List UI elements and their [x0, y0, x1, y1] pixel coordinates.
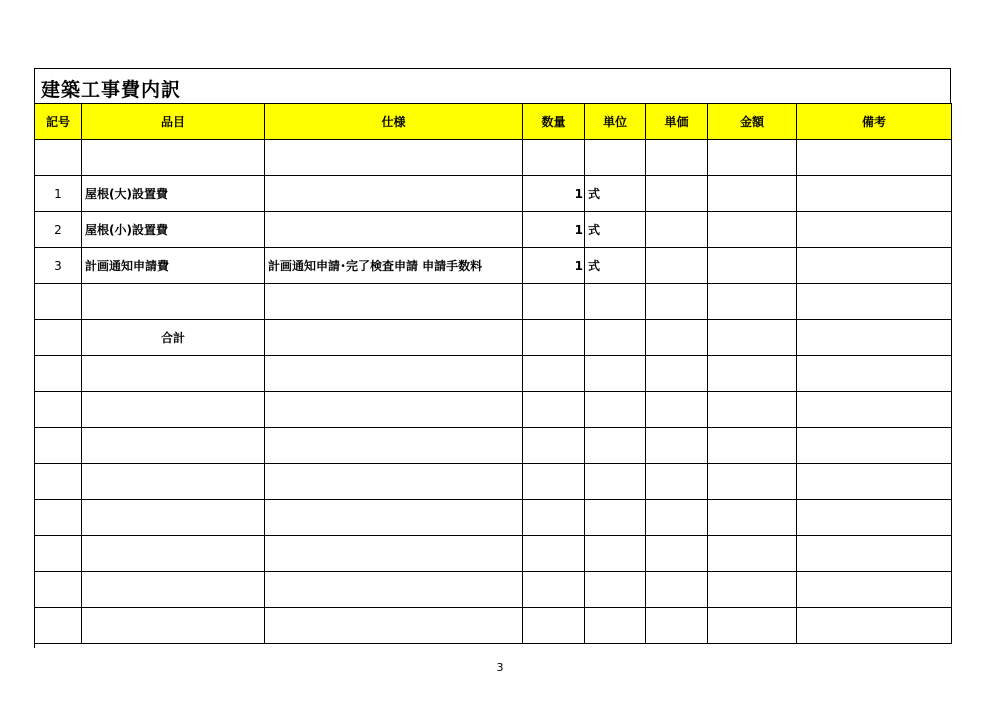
cell-qty[interactable]: [523, 464, 585, 500]
header-notes[interactable]: 備考: [797, 104, 952, 140]
cell-unit-price[interactable]: [646, 284, 708, 320]
cell-unit[interactable]: [585, 428, 646, 464]
cell-item[interactable]: 屋根(大)設置費: [82, 176, 265, 212]
sheet-title: 建築工事費内訳: [41, 79, 182, 101]
cell-qty[interactable]: 1: [523, 212, 585, 248]
cell-amount[interactable]: [708, 356, 797, 392]
cell-amount[interactable]: [708, 500, 797, 536]
cell-item[interactable]: 合計: [82, 320, 265, 356]
cell-notes[interactable]: [797, 284, 952, 320]
cell-notes[interactable]: [797, 212, 952, 248]
cell-qty[interactable]: 1: [523, 176, 585, 212]
cell-amount[interactable]: [708, 572, 797, 608]
cell-notes[interactable]: [797, 320, 952, 356]
header-unit[interactable]: 単位: [585, 104, 646, 140]
cell-unit-price[interactable]: [646, 248, 708, 284]
cell-notes[interactable]: [797, 140, 952, 176]
cell-spec[interactable]: [265, 608, 523, 644]
cell-qty[interactable]: [523, 284, 585, 320]
cell-notes[interactable]: [797, 356, 952, 392]
cell-spec[interactable]: [265, 428, 523, 464]
table-row: [35, 176, 952, 212]
cell-spec[interactable]: [265, 140, 523, 176]
cell-unit[interactable]: [585, 140, 646, 176]
title-bar: [34, 68, 951, 103]
cell-notes[interactable]: [797, 608, 952, 644]
cell-amount[interactable]: [708, 248, 797, 284]
header-unit-price[interactable]: 単価: [646, 104, 708, 140]
cell-amount[interactable]: [708, 536, 797, 572]
table-row: [35, 284, 952, 320]
table-row: [35, 464, 952, 500]
cell-amount[interactable]: [708, 284, 797, 320]
cell-code[interactable]: [35, 140, 82, 176]
cell-code[interactable]: [35, 356, 82, 392]
cell-spec[interactable]: [265, 500, 523, 536]
cell-item[interactable]: 屋根(小)設置費: [82, 212, 265, 248]
cell-amount[interactable]: [708, 608, 797, 644]
table-row: [35, 212, 952, 248]
cell-code[interactable]: [35, 572, 82, 608]
cell-notes[interactable]: [797, 464, 952, 500]
cell-unit-price[interactable]: [646, 428, 708, 464]
cell-amount[interactable]: [708, 464, 797, 500]
cell-item[interactable]: [82, 608, 265, 644]
cell-spec[interactable]: [265, 572, 523, 608]
cell-item[interactable]: 計画通知申請費: [82, 248, 265, 284]
cell-notes[interactable]: [797, 536, 952, 572]
cell-amount[interactable]: [708, 212, 797, 248]
cell-notes[interactable]: [797, 176, 952, 212]
cell-unit[interactable]: [585, 500, 646, 536]
cell-item[interactable]: [82, 140, 265, 176]
cell-code[interactable]: [35, 392, 82, 428]
cell-qty[interactable]: [523, 572, 585, 608]
cell-spec[interactable]: [265, 536, 523, 572]
table-row: [35, 140, 952, 176]
cell-code[interactable]: [35, 428, 82, 464]
cell-unit[interactable]: 式: [585, 212, 646, 248]
table-row: [35, 608, 952, 644]
cell-qty[interactable]: [523, 356, 585, 392]
cell-item[interactable]: [82, 536, 265, 572]
page-number: 3: [496, 661, 504, 674]
cell-item[interactable]: [82, 500, 265, 536]
cell-notes[interactable]: [797, 248, 952, 284]
cell-amount[interactable]: [708, 176, 797, 212]
cell-item[interactable]: [82, 572, 265, 608]
cell-unit-price[interactable]: [646, 464, 708, 500]
cell-amount[interactable]: [708, 392, 797, 428]
cell-qty[interactable]: [523, 500, 585, 536]
cell-unit-price[interactable]: [646, 392, 708, 428]
cell-amount[interactable]: [708, 140, 797, 176]
cell-code[interactable]: [35, 284, 82, 320]
cell-unit[interactable]: 式: [585, 248, 646, 284]
cell-item[interactable]: [82, 284, 265, 320]
cell-qty[interactable]: [523, 392, 585, 428]
table-row: [35, 428, 952, 464]
cell-unit[interactable]: [585, 536, 646, 572]
cell-qty[interactable]: [523, 536, 585, 572]
cell-code[interactable]: 1: [35, 176, 82, 212]
table-row: [35, 392, 952, 428]
cell-code[interactable]: [35, 608, 82, 644]
cell-amount[interactable]: [708, 428, 797, 464]
cell-code[interactable]: [35, 536, 82, 572]
cell-notes[interactable]: [797, 428, 952, 464]
cell-item[interactable]: [82, 464, 265, 500]
table-row: [35, 572, 952, 608]
table-row: [35, 536, 952, 572]
cell-unit[interactable]: [585, 608, 646, 644]
table-row: [35, 248, 952, 284]
cell-unit-price[interactable]: [646, 536, 708, 572]
cell-qty[interactable]: [523, 140, 585, 176]
cell-unit-price[interactable]: [646, 176, 708, 212]
cell-code[interactable]: [35, 464, 82, 500]
cell-notes[interactable]: [797, 572, 952, 608]
cell-qty[interactable]: [523, 608, 585, 644]
cell-qty[interactable]: [523, 428, 585, 464]
cell-code[interactable]: 2: [35, 212, 82, 248]
cell-unit[interactable]: 式: [585, 176, 646, 212]
header-amount[interactable]: 金額: [708, 104, 797, 140]
cell-unit[interactable]: [585, 356, 646, 392]
cell-unit[interactable]: [585, 464, 646, 500]
cell-qty[interactable]: [523, 320, 585, 356]
cell-unit-price[interactable]: [646, 140, 708, 176]
cell-unit[interactable]: [585, 320, 646, 356]
header-spec[interactable]: 仕様: [265, 104, 523, 140]
table-row: [35, 356, 952, 392]
cell-amount[interactable]: [708, 320, 797, 356]
cell-unit[interactable]: [585, 572, 646, 608]
table-border-tail: [34, 639, 35, 648]
cell-spec[interactable]: [265, 356, 523, 392]
cell-code[interactable]: [35, 320, 82, 356]
cell-item[interactable]: [82, 356, 265, 392]
cell-code[interactable]: 3: [35, 248, 82, 284]
estimate-sheet: [34, 68, 952, 648]
cell-unit-price[interactable]: [646, 572, 708, 608]
cell-code[interactable]: [35, 500, 82, 536]
cell-unit-price[interactable]: [646, 500, 708, 536]
cell-spec[interactable]: 計画通知申請･完了検査申請 申請手数料: [265, 248, 523, 284]
table-row: [35, 320, 952, 356]
header-qty[interactable]: 数量: [523, 104, 585, 140]
header-item[interactable]: 品目: [82, 104, 265, 140]
header-code[interactable]: 記号: [35, 104, 82, 140]
header-row: [35, 104, 952, 140]
cost-breakdown-table: [34, 103, 952, 644]
cell-item[interactable]: [82, 392, 265, 428]
cell-item[interactable]: [82, 428, 265, 464]
cell-notes[interactable]: [797, 500, 952, 536]
cell-spec[interactable]: [265, 392, 523, 428]
cell-spec[interactable]: [265, 464, 523, 500]
cell-unit-price[interactable]: [646, 356, 708, 392]
cell-notes[interactable]: [797, 392, 952, 428]
cell-unit-price[interactable]: [646, 212, 708, 248]
cell-unit-price[interactable]: [646, 608, 708, 644]
cell-spec[interactable]: [265, 320, 523, 356]
table-row: [35, 500, 952, 536]
cell-qty[interactable]: 1: [523, 248, 585, 284]
cell-spec[interactable]: [265, 176, 523, 212]
cell-spec[interactable]: [265, 284, 523, 320]
cell-unit-price[interactable]: [646, 320, 708, 356]
cell-unit[interactable]: [585, 392, 646, 428]
cell-spec[interactable]: [265, 212, 523, 248]
cell-unit[interactable]: [585, 284, 646, 320]
